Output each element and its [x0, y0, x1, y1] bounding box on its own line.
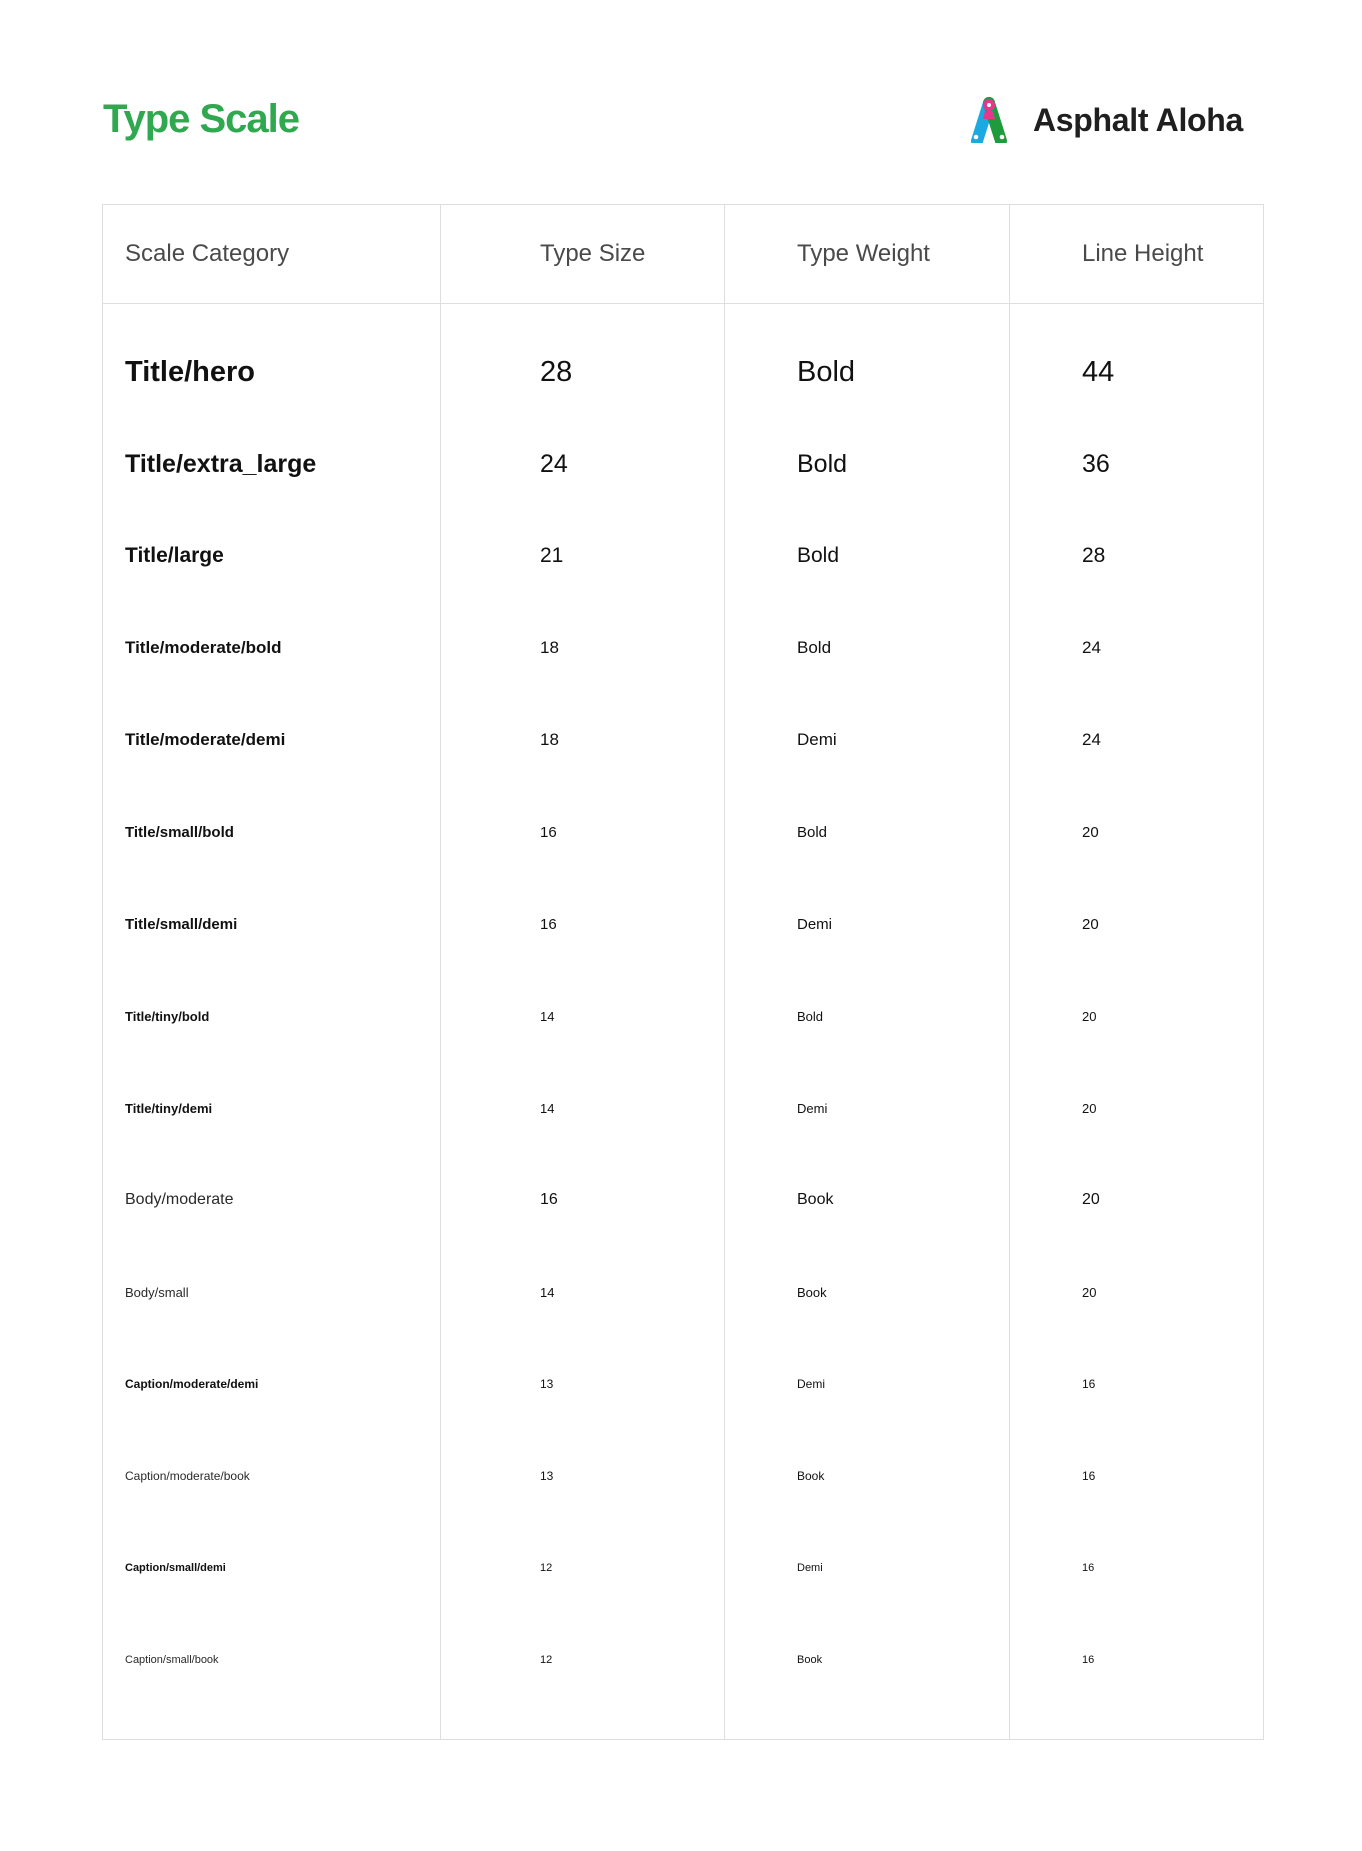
header-line-height: Line Height	[1082, 240, 1204, 267]
line-height-cell: 36	[1082, 449, 1110, 478]
scale-category-cell: Title/large	[125, 544, 224, 567]
type-size-cell: 14	[540, 1008, 555, 1024]
header-type-size: Type Size	[540, 240, 646, 267]
line-height-cell: 24	[1082, 638, 1101, 657]
scale-category-cell: Title/tiny/bold	[125, 1008, 210, 1024]
scale-category-cell: Caption/small/demi	[125, 1562, 226, 1574]
line-height-cell: 20	[1082, 915, 1099, 933]
header-scale-category: Scale Category	[125, 240, 290, 267]
line-height-cell: 44	[1082, 355, 1115, 388]
type-size-cell: 28	[540, 355, 573, 388]
scale-category-cell: Caption/moderate/demi	[125, 1377, 259, 1391]
line-height-cell: 16	[1082, 1562, 1095, 1574]
table-row	[103, 510, 1263, 602]
table-row	[103, 602, 1263, 694]
page-title: Type Scale	[103, 97, 300, 141]
type-size-cell: 18	[540, 730, 559, 749]
table-row	[103, 878, 1263, 970]
brand	[963, 96, 1243, 144]
line-height-cell: 20	[1082, 823, 1099, 841]
table-row	[103, 1246, 1263, 1338]
scale-category-cell: Title/moderate/bold	[125, 638, 282, 657]
type-size-cell: 14	[540, 1284, 555, 1300]
type-weight-cell: Bold	[797, 449, 848, 478]
line-height-cell: 24	[1082, 730, 1101, 749]
table-row	[103, 1522, 1263, 1614]
scale-category-cell: Title/hero	[125, 355, 255, 388]
type-size-cell: 16	[540, 915, 557, 933]
line-height-cell: 16	[1082, 1469, 1096, 1483]
type-size-cell: 14	[540, 1100, 555, 1116]
table-row	[103, 326, 1263, 418]
table-row	[103, 1062, 1263, 1154]
scale-category-cell: Body/small	[125, 1284, 189, 1300]
type-size-cell: 13	[540, 1377, 554, 1391]
scale-category-cell: Body/moderate	[125, 1191, 234, 1208]
header-divider	[103, 303, 1263, 304]
scale-category-cell: Title/small/bold	[125, 823, 234, 841]
type-scale-table	[102, 204, 1264, 1740]
type-size-cell: 16	[540, 823, 557, 841]
scale-category-cell: Caption/moderate/book	[125, 1469, 250, 1483]
line-height-cell: 16	[1082, 1654, 1095, 1666]
type-weight-cell: Demi	[797, 915, 833, 933]
type-size-cell: 12	[540, 1562, 553, 1574]
type-size-cell: 18	[540, 638, 559, 657]
type-size-cell: 16	[540, 1191, 558, 1208]
line-height-cell: 20	[1082, 1008, 1097, 1024]
type-weight-cell: Book	[797, 1284, 827, 1300]
scale-category-cell: Title/extra_large	[125, 449, 317, 478]
type-size-cell: 13	[540, 1469, 554, 1483]
type-size-cell: 12	[540, 1654, 553, 1666]
table-row	[103, 418, 1263, 510]
scale-category-cell: Title/tiny/demi	[125, 1100, 213, 1116]
type-weight-cell: Bold	[797, 823, 828, 841]
line-height-cell: 16	[1082, 1377, 1096, 1391]
type-weight-cell: Book	[797, 1469, 825, 1483]
header-type-weight: Type Weight	[797, 240, 930, 267]
type-weight-cell: Demi	[797, 1377, 826, 1391]
type-weight-cell: Demi	[797, 730, 837, 749]
line-height-cell: 20	[1082, 1100, 1097, 1116]
type-weight-cell: Bold	[797, 1008, 824, 1024]
table-row	[103, 1338, 1263, 1430]
table-row	[103, 1614, 1263, 1706]
table-row	[103, 1430, 1263, 1522]
asphalt-aloha-logo-icon	[963, 97, 1015, 143]
scale-category-cell: Caption/small/book	[125, 1654, 219, 1666]
table-row	[103, 970, 1263, 1062]
table-row	[103, 1154, 1263, 1246]
scale-category-cell: Title/small/demi	[125, 915, 238, 933]
type-weight-cell: Bold	[797, 355, 856, 388]
type-weight-cell: Book	[797, 1654, 823, 1666]
type-size-cell: 21	[540, 544, 564, 567]
type-weight-cell: Demi	[797, 1100, 828, 1116]
type-weight-cell: Bold	[797, 638, 832, 657]
table-row	[103, 694, 1263, 786]
type-weight-cell: Demi	[797, 1562, 823, 1574]
type-weight-cell: Bold	[797, 544, 840, 567]
line-height-cell: 20	[1082, 1284, 1097, 1300]
line-height-cell: 28	[1082, 544, 1106, 567]
type-weight-cell: Book	[797, 1191, 834, 1208]
table-row	[103, 786, 1263, 878]
scale-category-cell: Title/moderate/demi	[125, 730, 286, 749]
type-size-cell: 24	[540, 449, 568, 478]
brand-name: Asphalt Aloha	[1033, 101, 1244, 138]
line-height-cell: 20	[1082, 1191, 1100, 1208]
